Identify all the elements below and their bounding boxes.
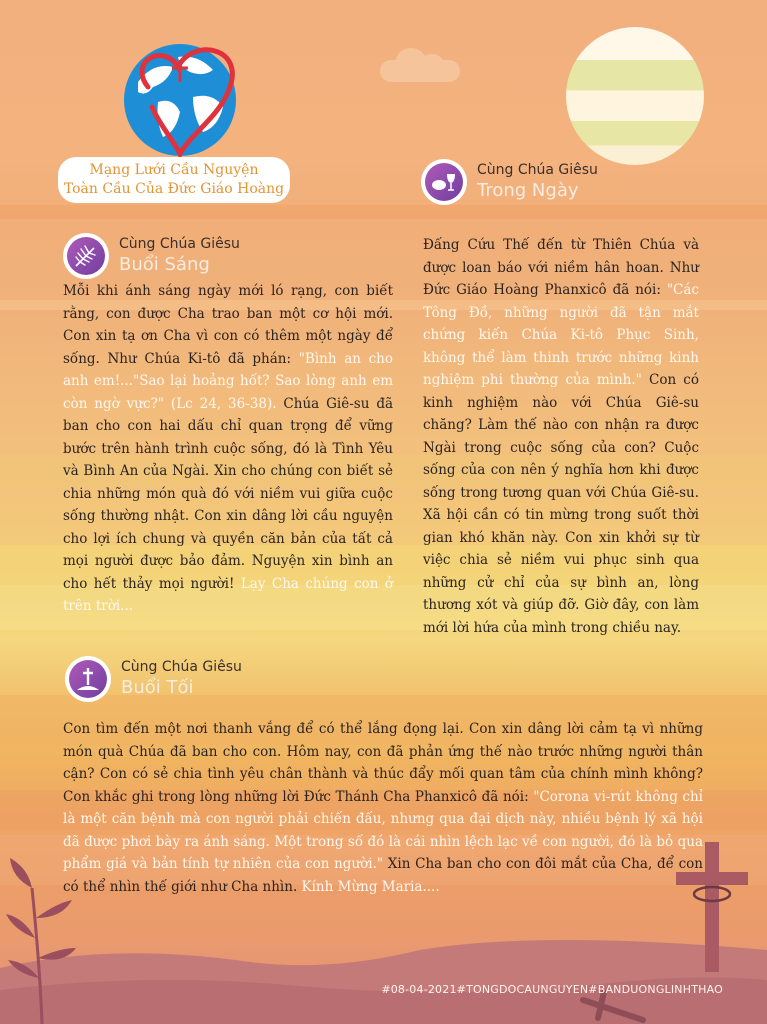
evening-text-after: Xin Cha ban cho con đôi mắt của Cha, để con có thể nhìn thế giới như Cha nhìn.: [63, 856, 703, 895]
logo-line-1: Mạng Lưới Cầu Nguyện: [89, 162, 259, 178]
morning-closing: Lạy Cha chúng con ở trên trời...: [63, 575, 393, 614]
bread-and-wine-icon: [430, 168, 458, 196]
evening-closing: Kính Mừng Maria....: [301, 878, 440, 895]
cloud-decoration: [380, 60, 460, 82]
morning-text-before: Mỗi khi ánh sáng ngày mới ló rạng, con biết rằng, con được Cha trao ban một cơ hội mới. Con xin tạ ơn Cha vì con có thêm một ngày để sống. Như Chúa Ki-tô đã phán:: [63, 283, 393, 367]
morning-quote: "Bình an cho anh em!..."Sao lại hoảng hốt? Sao lòng anh em còn ngờ vực?" (Lc 24, 36-38).: [63, 350, 394, 412]
evening-icon-badge: [65, 656, 111, 702]
day-quote: "Các Tông Đồ, những người đã tận mắt chứng kiến Chúa Ki-tô Phục Sinh, không thể làm thinh trước những kinh nghiệm phi thường của mình.": [423, 282, 699, 388]
evening-subtitle: Buổi Tối: [121, 677, 194, 698]
logo-line-2: Toàn Cầu Của Đức Giáo Hoàng: [63, 181, 285, 197]
evening-title: Cùng Chúa Giêsu: [121, 659, 242, 675]
sky-stripe: [0, 205, 767, 219]
network-logo-banner: [58, 157, 290, 203]
evening-quote: "Corona vi-rút không chỉ là một căn bệnh mà con người phải chiến đấu, nhưng qua đại dịch này, nhiều bệnh lý xã hội đã được phơi bày ra ánh sáng. Một trong số đó là cái nhìn lệch lạc về con người, đó là bỏ qua phẩm giá và bản tính tự nhiên của con người.": [63, 788, 704, 872]
evening-header: [65, 656, 242, 702]
day-subtitle: Trong Ngày: [477, 180, 579, 201]
morning-text-after: Chúa Giê-su đã ban cho con hai dấu chỉ quan trọng để vững bước trên hành trình cuộc sống, đó là Tình Yêu và Bình An của Ngài. Xin cho chúng con biết sẻ chia những món quà đó với niềm vui giữa cuộc sống thường nhật. Con xin dâng lời cầu nguyện cho lợi ích chung và quyền căn bản của tất cả mọi người được bảo đảm. Nguyện xin bình an cho hết thảy mọi người!: [63, 395, 394, 592]
sun-decoration: [566, 27, 704, 165]
evening-text-before: Con tìm đến một nơi thanh vắng để có thể lắng đọng lại. Con xin dâng lời cảm tạ vì những món quà Chúa đã ban cho con. Hôm nay, con đã phản ứng thế nào trước những người thân cận? Con có sẻ chia tình yêu chân thành và thúc đẩy mối quan tâm của chính mình không? Con khắc ghi trong lòng những lời Đức Thánh Cha Phanxicô đã nói:: [63, 721, 703, 805]
footer-hashtags: #08-04-2021#TONGDOCAUNGUYEN#BANDUONGLINHTHAO: [381, 983, 723, 996]
morning-title: Cùng Chúa Giêsu: [119, 236, 240, 252]
morning-icon-badge: [63, 233, 109, 279]
morning-header: [63, 233, 240, 279]
day-text-before: Đấng Cứu Thế đến từ Thiên Chúa và được loan báo với niềm hân hoan. Như Đức Giáo Hoàng Phanxicô đã nói:: [423, 237, 699, 298]
day-prayer-text: [423, 234, 699, 639]
day-title: Cùng Chúa Giêsu: [477, 162, 598, 178]
globe-heart-logo-icon: [118, 42, 258, 162]
palm-leaf-icon: [72, 242, 100, 270]
cross-on-hill-icon: [74, 665, 102, 693]
morning-prayer-text: [63, 280, 393, 618]
morning-subtitle: Buổi Sáng: [119, 254, 210, 275]
day-header: [421, 159, 598, 205]
day-icon-badge: [421, 159, 467, 205]
plant-silhouette-icon: [2, 848, 82, 1024]
cross-with-crown-icon: [672, 842, 752, 972]
hills-decoration: [0, 850, 767, 1024]
day-text-after: Con có kinh nghiệm nào với Chúa Giê-su chăng? Làm thế nào con nhận ra được Ngài trong cuộc sống của con? Cuộc sống của con nên ý nghĩa hơn khi được sống trong tương quan với Chúa Giê-su. Xã hội cần có tin mừng trong suốt thời gian khó khăn này. Con xin khởi sự từ việc chia sẻ niềm vui phục sinh qua những cử chỉ của sự bình an, lòng thương xót và giúp đỡ. Giờ đây, con làm mới lời hứa của mình trong chiều nay.: [423, 372, 699, 636]
